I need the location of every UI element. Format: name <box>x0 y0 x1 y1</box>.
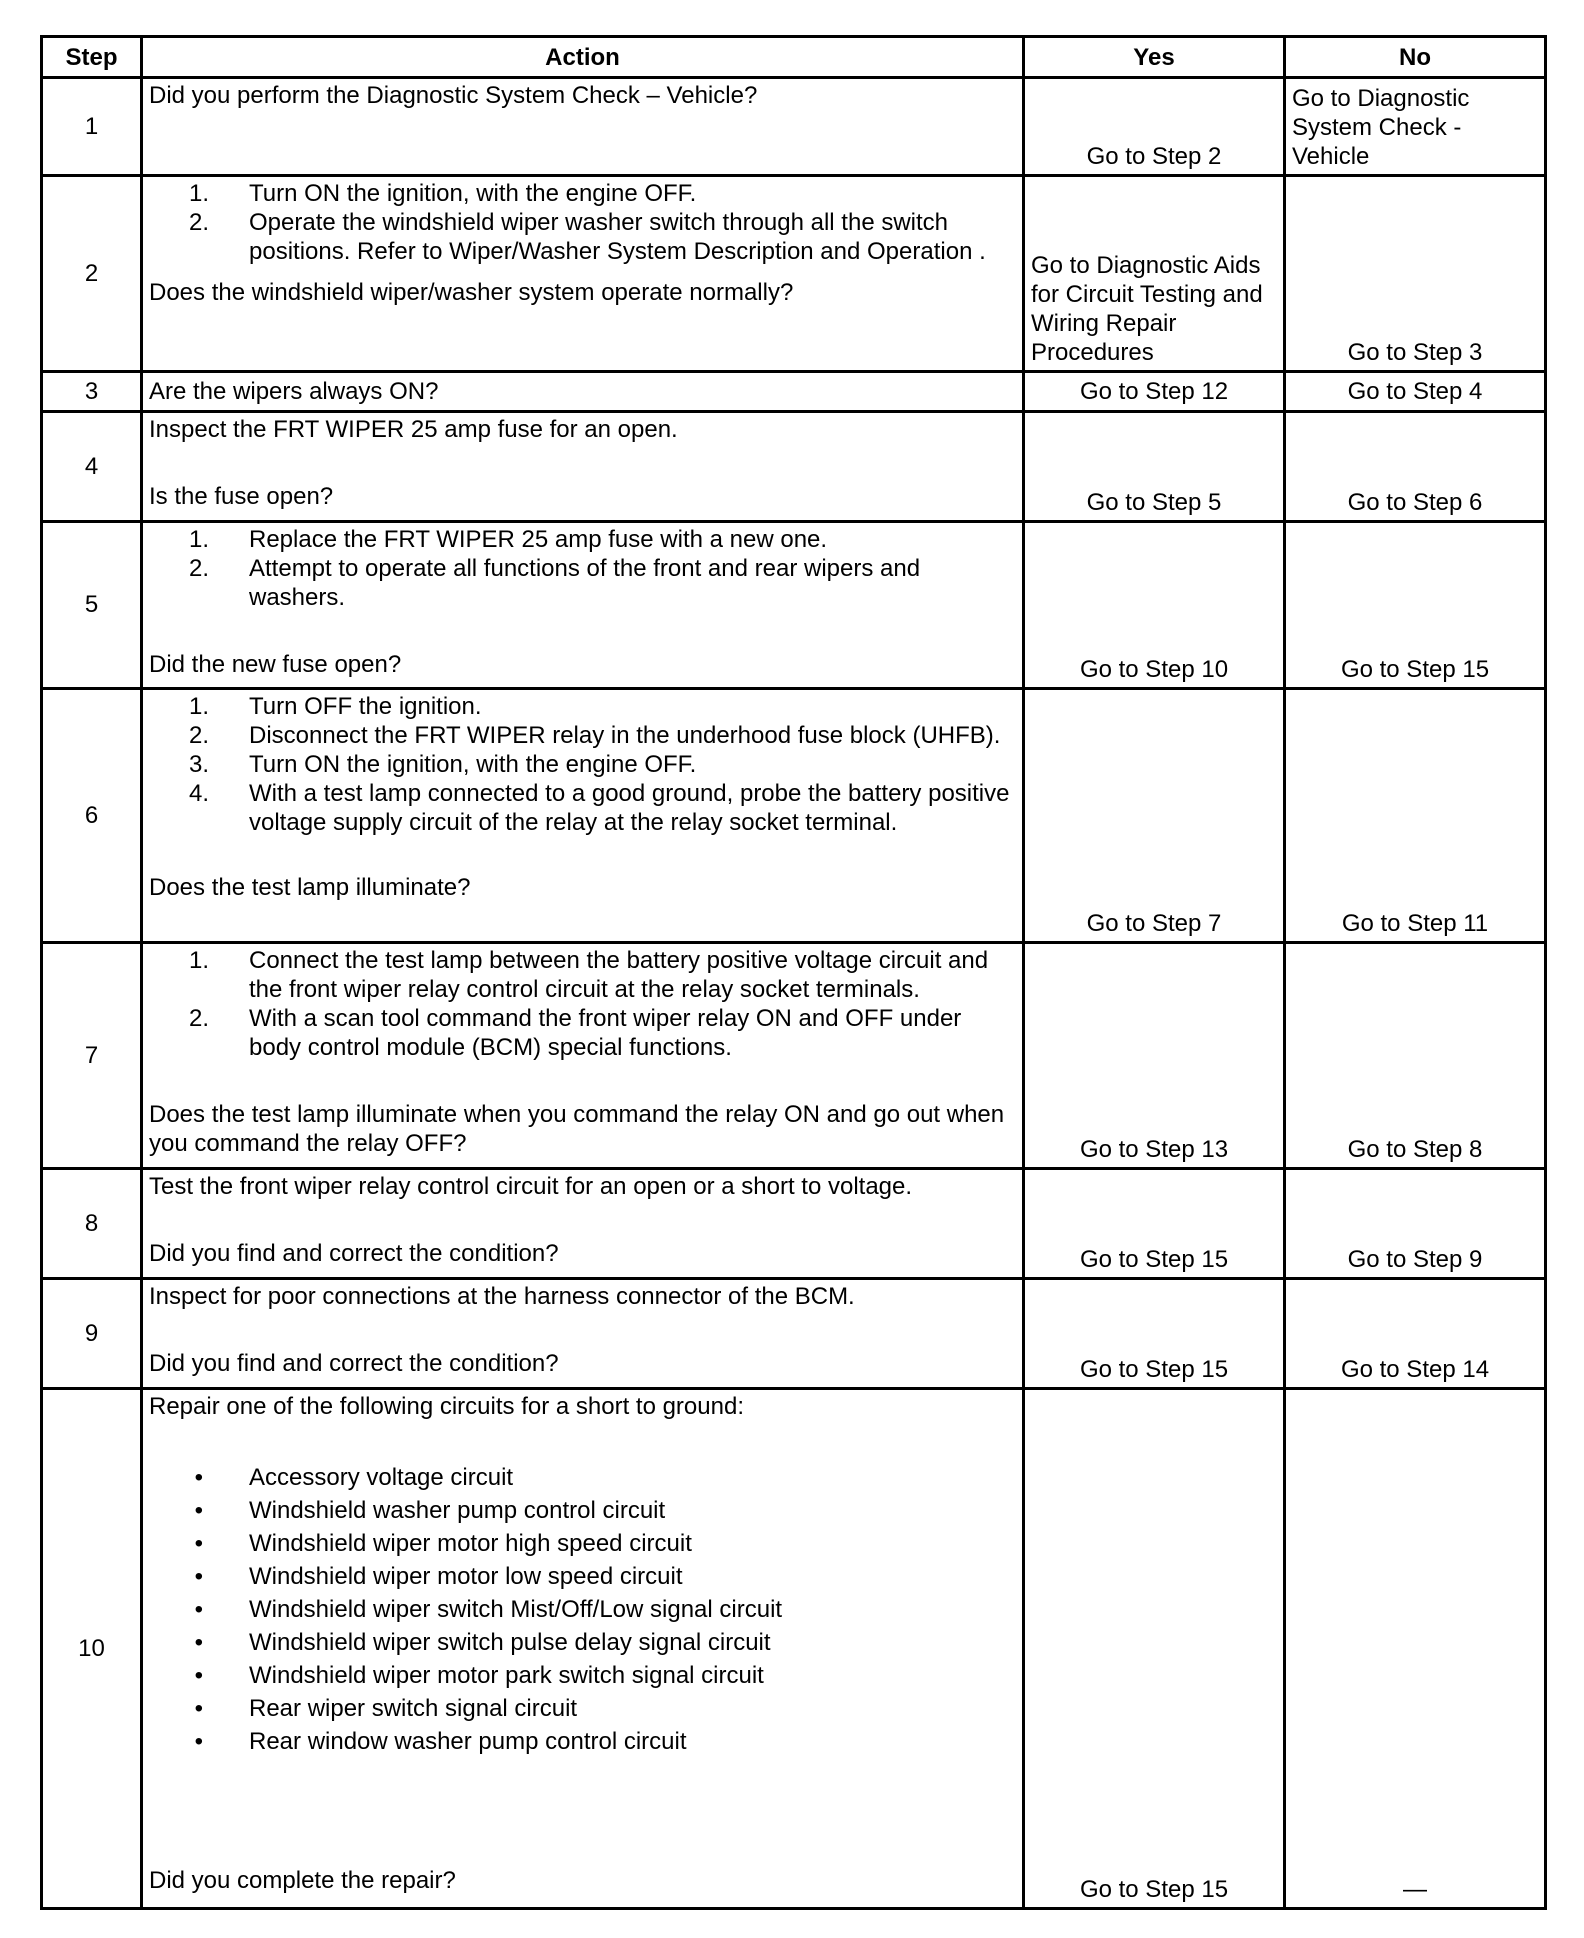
action-text: Test the front wiper relay control circuit for an open or a short to voltage. <box>149 1173 913 1200</box>
action-text: Repair one of the following circuits for a short to ground: <box>149 1393 744 1420</box>
header-step: Step <box>42 37 142 78</box>
header-yes: Yes <box>1024 37 1285 78</box>
question-text: Did the new fuse open? <box>149 651 402 678</box>
yes-cell: Go to Step 7 <box>1024 689 1285 943</box>
step-number: 2 <box>42 176 142 372</box>
list-item: • Windshield wiper switch pulse delay signal circuit <box>194 1629 771 1656</box>
action-cell <box>142 176 1024 372</box>
diagnostic-table <box>40 35 1547 1910</box>
circuit-list <box>149 1461 1016 1758</box>
action-cell <box>142 412 1024 522</box>
procedure-list <box>149 946 1016 1062</box>
step-number: 9 <box>42 1279 142 1389</box>
table-row <box>42 78 1546 176</box>
step-number: 1 <box>42 78 142 176</box>
list-item: • Accessory voltage circuit <box>194 1464 514 1491</box>
question-text: Did you find and correct the condition? <box>149 1350 559 1377</box>
list-item: 2. Disconnect the FRT WIPER relay in the underhood fuse block (UHFB). <box>188 722 1001 749</box>
list-item: • Windshield wiper motor low speed circuit <box>194 1563 683 1590</box>
list-item: 2. Operate the windshield wiper washer switch through all the switch positions. Refer to Wiper/Washer System Description and Operation . <box>188 209 986 265</box>
yes-cell: Go to Step 15 <box>1024 1169 1285 1279</box>
no-cell: Go to Step 14 <box>1285 1279 1546 1389</box>
step-number: 7 <box>42 943 142 1169</box>
step-number: 4 <box>42 412 142 522</box>
no-cell: Go to Step 3 <box>1285 176 1546 372</box>
yes-cell: Go to Step 12 <box>1024 372 1285 412</box>
list-item: • Rear wiper switch signal circuit <box>194 1695 578 1722</box>
list-item: 2. Attempt to operate all functions of the front and rear wipers and washers. <box>188 555 921 611</box>
yes-cell: Go to Step 10 <box>1024 522 1285 689</box>
question-text: Does the windshield wiper/washer system operate normally? <box>149 279 794 306</box>
action-text: Inspect for poor connections at the harness connector of the BCM. <box>149 1283 855 1310</box>
action-cell <box>142 1169 1024 1279</box>
list-item: 4. With a test lamp connected to a good ground, probe the battery positive voltage supply circuit of the relay at the relay socket terminal. <box>188 780 1010 836</box>
step-number: 3 <box>42 372 142 412</box>
action-cell <box>142 1279 1024 1389</box>
yes-cell: Go to Step 2 <box>1024 78 1285 176</box>
table-row <box>42 176 1546 372</box>
question-text: Is the fuse open? <box>149 483 334 510</box>
action-cell <box>142 1389 1024 1909</box>
question-text: Did you find and correct the condition? <box>149 1240 559 1267</box>
step-number: 5 <box>42 522 142 689</box>
procedure-list <box>149 525 1016 612</box>
procedure-list <box>149 179 1016 266</box>
action-cell <box>142 943 1024 1169</box>
no-cell: Go to Diagnostic System Check - Vehicle <box>1285 78 1546 176</box>
table-row <box>42 372 1546 412</box>
procedure-list <box>149 692 1016 837</box>
no-cell: Go to Step 11 <box>1285 689 1546 943</box>
question-text: Did you complete the repair? <box>149 1867 456 1894</box>
no-cell: Go to Step 15 <box>1285 522 1546 689</box>
table-row <box>42 522 1546 689</box>
step-number: 8 <box>42 1169 142 1279</box>
action-cell <box>142 78 1024 176</box>
header-row <box>42 37 1546 78</box>
list-item: • Windshield washer pump control circuit <box>194 1497 666 1524</box>
list-item: 1. Connect the test lamp between the battery positive voltage circuit and the front wiper relay control circuit at the relay socket terminals. <box>188 947 989 1003</box>
list-item: 1. Turn OFF the ignition. <box>188 693 482 720</box>
no-cell: — <box>1285 1389 1546 1909</box>
yes-cell: Go to Step 5 <box>1024 412 1285 522</box>
list-item: 1. Turn ON the ignition, with the engine OFF. <box>188 180 697 207</box>
header-no: No <box>1285 37 1546 78</box>
table-row <box>42 412 1546 522</box>
header-action: Action <box>142 37 1024 78</box>
yes-cell: Go to Step 15 <box>1024 1389 1285 1909</box>
no-cell: Go to Step 4 <box>1285 372 1546 412</box>
list-item: 2. With a scan tool command the front wiper relay ON and OFF under body control module (BCM) special functions. <box>188 1005 962 1061</box>
question-text: Does the test lamp illuminate? <box>149 874 471 901</box>
action-cell <box>142 372 1024 412</box>
list-item: 1. Replace the FRT WIPER 25 amp fuse with a new one. <box>188 526 828 553</box>
step-number: 10 <box>42 1389 142 1909</box>
action-text: Inspect the FRT WIPER 25 amp fuse for an open. <box>149 416 678 443</box>
step-number: 6 <box>42 689 142 943</box>
no-cell: Go to Step 8 <box>1285 943 1546 1169</box>
list-item: • Rear window washer pump control circuit <box>194 1728 687 1755</box>
yes-cell: Go to Step 13 <box>1024 943 1285 1169</box>
no-cell: Go to Step 9 <box>1285 1169 1546 1279</box>
list-item: • Windshield wiper motor park switch signal circuit <box>194 1662 764 1689</box>
table-row <box>42 943 1546 1169</box>
question-text: Are the wipers always ON? <box>149 377 439 405</box>
table-row <box>42 1389 1546 1909</box>
table-row <box>42 689 1546 943</box>
no-cell: Go to Step 6 <box>1285 412 1546 522</box>
action-text: Did you perform the Diagnostic System Check – Vehicle? <box>149 82 758 109</box>
table-row <box>42 1279 1546 1389</box>
question-text: Does the test lamp illuminate when you command the relay ON and go out when you command the relay OFF? <box>149 1101 1005 1157</box>
table-row <box>42 1169 1546 1279</box>
action-cell <box>142 522 1024 689</box>
yes-cell: Go to Diagnostic Aids for Circuit Testing and Wiring Repair Procedures <box>1024 176 1285 372</box>
list-item: 3. Turn ON the ignition, with the engine OFF. <box>188 751 697 778</box>
list-item: • Windshield wiper switch Mist/Off/Low signal circuit <box>194 1596 783 1623</box>
list-item: • Windshield wiper motor high speed circuit <box>194 1530 692 1557</box>
yes-cell: Go to Step 15 <box>1024 1279 1285 1389</box>
action-cell <box>142 689 1024 943</box>
